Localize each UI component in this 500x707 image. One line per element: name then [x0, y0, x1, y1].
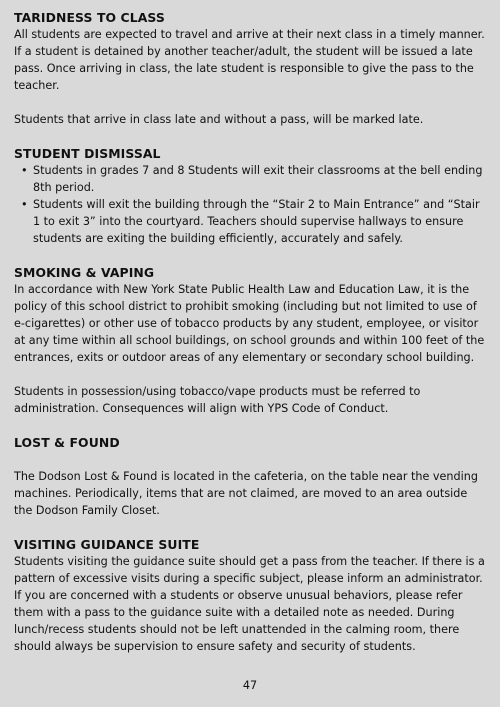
section-student-dismissal	[14, 145, 486, 247]
section-smoking-vaping	[14, 264, 486, 417]
section-tardiness	[14, 9, 486, 128]
section-paragraph: All students are expected to travel and arrive at their next class in a timely manner. If a student is detained by another teacher/adult, the student will be issued a late pass. Once arriving in class, the late student is responsible to give the pass to the teacher.	[14, 28, 485, 92]
section-paragraph: Students visiting the guidance suite should get a pass from the teacher. If there is a pattern of excessive visits during a specific subject, please inform an administrator. If you are concerned with a students or observe unusual behaviors, please refer them with a pass to the guidance suite with a detailed note as needed. During lunch/recess students should not be left unattended in the calming room, there should always be supervision to ensure safety and security of students.	[14, 555, 485, 653]
section-visiting-guidance	[14, 536, 486, 655]
list-item: • Students will exit the building through the “Stair 2 to Main Entrance” and “Stair 1 to exit 3” into the courtyard. Teachers should supervise hallways to ensure students are exiting the building efficiently, accurately and safely.	[33, 196, 486, 247]
section-heading: STUDENT DISMISSAL	[14, 146, 161, 161]
section-paragraph: Students that arrive in class late and without a pass, will be marked late.	[14, 113, 424, 126]
section-paragraph: In accordance with New York State Public Health Law and Education Law, it is the policy of this school district to prohibit smoking (including but not limited to use of e-cigarettes) or other use of tobacco products by any student, employee, or visitor at any time within all school buildings, on school grounds and within 100 feet of the entrances, exits or outdoor areas of any elementary or secondary school building.	[14, 283, 485, 364]
section-paragraph: The Dodson Lost & Found is located in the cafeteria, on the table near the vending machines. Periodically, items that are not claimed, are moved to an area outside the Dodson Family Closet.	[14, 470, 478, 517]
dismissal-list	[14, 162, 486, 247]
list-item: • Students in grades 7 and 8 Students will exit their classrooms at the bell ending 8th period.	[33, 162, 486, 196]
section-heading: VISITING GUIDANCE SUITE	[14, 537, 200, 552]
page-number: 47	[242, 679, 258, 692]
section-heading: SMOKING & VAPING	[14, 265, 155, 280]
section-lost-found	[14, 434, 486, 519]
section-heading: TARIDNESS TO CLASS	[14, 10, 165, 25]
section-paragraph: Students in possession/using tobacco/vape products must be referred to administration. Consequences will align with YPS Code of Conduct.	[14, 385, 421, 415]
section-heading: LOST & FOUND	[14, 435, 120, 450]
